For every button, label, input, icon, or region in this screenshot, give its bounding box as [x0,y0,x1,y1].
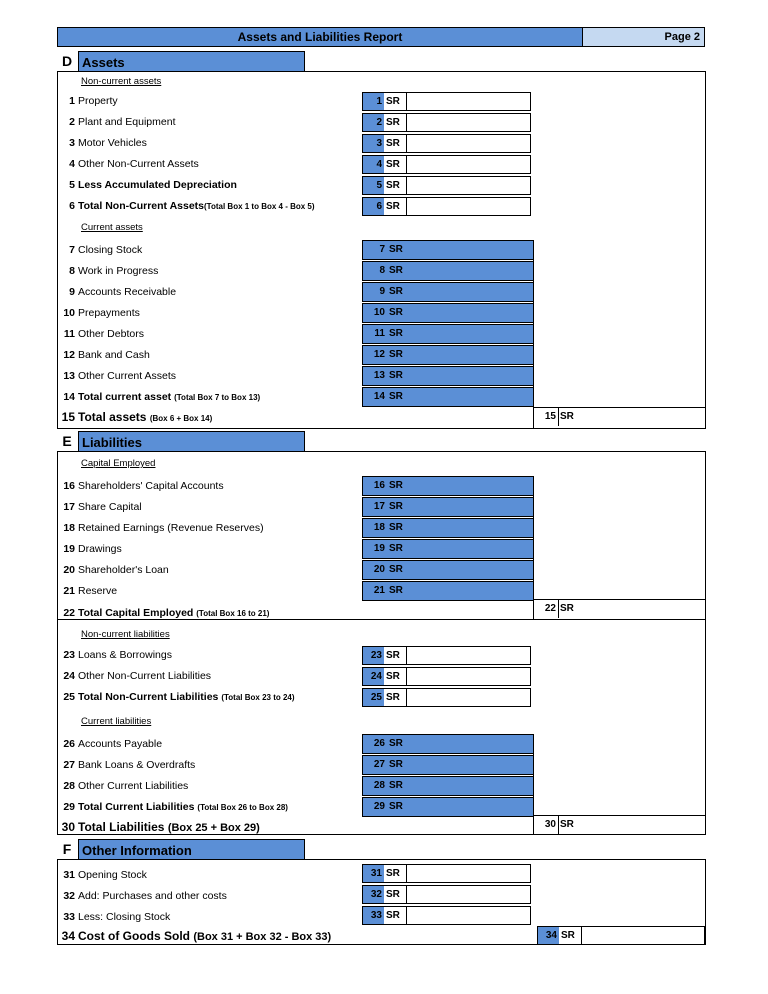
row-label: Work in Progress [78,265,159,277]
row-number: 6 [69,200,75,212]
section-letter: D [57,51,77,72]
input-box-6[interactable] [362,197,531,216]
currency-label: SR [389,244,403,255]
input-box-25[interactable] [362,688,531,707]
row-12 [57,349,150,361]
currency-label: SR [389,501,403,512]
box-code: 32 [363,886,384,903]
input-box-11[interactable] [362,324,534,344]
input-box-14[interactable] [362,387,534,407]
box-code: 22 [544,603,556,614]
row-number: 30 [61,820,75,834]
row-number: 19 [63,543,75,555]
row-label: Prepayments [78,307,140,319]
row-number: 26 [63,738,75,750]
row-note: (Total Box 23 to 24) [221,693,295,702]
row-number: 1 [69,95,75,107]
row-label: Cost of Goods Sold [78,929,190,943]
box-code: 3 [363,135,384,152]
row-20 [57,564,169,576]
row-18 [57,522,264,534]
input-box-29[interactable] [362,797,534,817]
row-number: 11 [63,328,75,340]
row-19 [57,543,122,555]
currency-label: SR [385,886,407,903]
input-box-7[interactable] [362,240,534,260]
row-label: Motor Vehicles [78,137,147,149]
section-d-header [57,51,305,72]
row-label: Other Non-Current Liabilities [78,670,212,682]
page-number: Page 2 [583,28,704,46]
row-label: Total Liabilities [78,820,165,834]
row-14 [57,391,260,403]
input-box-1[interactable] [362,92,531,111]
row-number: 2 [69,116,75,128]
currency-label: SR [385,114,407,131]
input-box-23[interactable] [362,646,531,665]
box-code: 25 [363,689,384,706]
box-code: 29 [373,801,385,812]
row-number: 10 [63,307,75,319]
currency-label: SR [389,543,403,554]
section-title: Other Information [78,839,305,860]
currency-label: SR [385,135,407,152]
row-25 [57,691,295,703]
row-label: Reserve [78,585,118,597]
row-29 [57,801,288,813]
row-number: 12 [63,349,75,361]
currency-label: SR [385,156,407,173]
currency-label: SR [560,927,582,944]
divider [57,619,706,620]
box-code: 10 [373,307,385,318]
row-label: Loans & Borrowings [78,649,172,661]
box-code: 18 [373,522,385,533]
box-code: 7 [379,244,385,255]
row-number: 18 [63,522,75,534]
currency-label: SR [389,780,403,791]
row-label: Share Capital [78,501,142,513]
input-box-33[interactable] [362,906,531,925]
currency-label: SR [385,689,407,706]
row-22 [57,607,269,619]
currency-label: SR [558,816,574,834]
box-code: 21 [373,585,385,596]
input-box-16[interactable] [362,476,534,496]
report-title: Assets and Liabilities Report [58,28,583,46]
box-code: 6 [363,198,384,215]
row-label: Other Non-Current Assets [78,158,199,170]
box-code: 12 [373,349,385,360]
currency-label: SR [389,349,403,360]
currency-label: SR [389,738,403,749]
row-28 [57,780,188,792]
box-code: 28 [373,780,385,791]
row-label: Total assets [78,410,147,424]
row-label: Total current asset [78,391,172,403]
row-number: 29 [63,801,75,813]
row-number: 5 [69,179,75,191]
subheading-current-assets: Current assets [81,222,143,233]
row-label: Other Current Assets [78,370,177,382]
row-3 [57,137,147,149]
row-8 [57,265,158,277]
row-note: (Total Box 16 to 21) [196,609,270,618]
currency-label: SR [558,600,574,618]
report-header [57,27,705,47]
row-number: 32 [63,890,75,902]
row-6 [57,200,315,212]
currency-label: SR [389,801,403,812]
row-label: Opening Stock [78,869,147,881]
input-box-13[interactable] [362,366,534,386]
subheading-noncurrent-assets: Non-current assets [81,76,162,87]
row-number: 7 [69,244,75,256]
input-box-26[interactable] [362,734,534,754]
row-15 [57,410,212,424]
input-box-19[interactable] [362,539,534,559]
row-label: Bank and Cash [78,349,150,361]
row-number: 4 [69,158,75,170]
box-code: 13 [373,370,385,381]
row-number: 28 [63,780,75,792]
input-box-18[interactable] [362,518,534,538]
row-16 [57,480,224,492]
row-label: Other Debtors [78,328,144,340]
row-27 [57,759,195,771]
row-11 [57,328,144,340]
section-e-header [57,431,305,452]
row-label: Total Current Liabilities [78,801,195,813]
row-1 [57,95,118,107]
row-5 [57,179,237,191]
row-note: (Box 6 + Box 14) [149,414,213,423]
row-label: Total Non-Current Liabilities [78,691,219,703]
section-f-header [57,839,305,860]
row-34 [57,929,331,943]
currency-label: SR [558,408,574,426]
row-label: Property [78,95,118,107]
box-code: 16 [373,480,385,491]
row-number: 24 [63,670,75,682]
row-number: 13 [63,370,75,382]
row-32 [57,890,227,902]
row-label: Closing Stock [78,244,143,256]
input-box-21[interactable] [362,581,534,601]
input-box-2[interactable] [362,113,531,132]
row-label: Accounts Receivable [78,286,177,298]
row-2 [57,116,175,128]
input-box-32[interactable] [362,885,531,904]
total-box-15[interactable] [534,407,705,426]
section-title: Liabilities [78,431,305,452]
input-box-4[interactable] [362,155,531,174]
input-box-3[interactable] [362,134,531,153]
row-note: (Total Box 26 to Box 28) [197,803,288,812]
row-number: 22 [63,607,75,619]
currency-label: SR [389,286,403,297]
row-26 [57,738,162,750]
currency-label: SR [385,177,407,194]
box-code: 23 [363,647,384,664]
row-label: Other Current Liabilities [78,780,189,792]
row-number: 31 [63,869,75,881]
row-number: 34 [61,929,75,943]
box-code: 11 [374,328,385,339]
row-label: Total Non-Current Assets [78,200,205,212]
row-label: Bank Loans & Overdrafts [78,759,196,771]
row-number: 20 [63,564,75,576]
input-box-27[interactable] [362,755,534,775]
currency-label: SR [385,93,407,110]
row-30 [57,820,260,834]
box-code: 15 [544,411,556,422]
box-code: 26 [373,738,385,749]
input-box-5[interactable] [362,176,531,195]
box-code: 4 [363,156,384,173]
row-number: 16 [63,480,75,492]
subheading-current-liabilities: Current liabilities [81,716,152,727]
row-label: Shareholder's Loan [78,564,169,576]
row-24 [57,670,211,682]
currency-label: SR [385,907,407,924]
currency-label: SR [389,522,403,533]
row-label: Plant and Equipment [78,116,176,128]
currency-label: SR [389,759,403,770]
currency-label: SR [385,647,407,664]
row-label: Add: Purchases and other costs [78,890,227,902]
row-label: Less Accumulated Depreciation [78,179,237,191]
row-number: 23 [63,649,75,661]
section-letter: E [57,431,77,452]
row-13 [57,370,176,382]
row-9 [57,286,176,298]
box-code: 30 [544,819,556,830]
box-code: 34 [538,927,559,944]
section-title: Assets [78,51,305,72]
row-label: Retained Earnings (Revenue Reserves) [78,522,264,534]
row-33 [57,911,170,923]
row-number: 3 [69,137,75,149]
currency-label: SR [389,328,403,339]
input-box-8[interactable] [362,261,534,281]
row-23 [57,649,172,661]
box-code: 31 [363,865,384,882]
box-code: 33 [363,907,384,924]
row-label: Less: Closing Stock [78,911,171,923]
section-letter: F [57,839,77,860]
box-code: 8 [379,265,385,276]
row-note: (Box 25 + Box 29) [167,822,260,834]
row-number: 27 [63,759,75,771]
currency-label: SR [389,370,403,381]
row-number: 25 [63,691,75,703]
box-code: 2 [363,114,384,131]
currency-label: SR [389,585,403,596]
row-note: (Total Box 1 to Box 4 - Box 5) [204,202,315,211]
row-number: 9 [69,286,75,298]
row-number: 21 [63,585,75,597]
column-divider [533,240,534,429]
row-7 [57,244,142,256]
input-box-9[interactable] [362,282,534,302]
row-number: 8 [69,265,75,277]
row-number: 33 [63,911,75,923]
currency-label: SR [389,265,403,276]
row-17 [57,501,142,513]
row-31 [57,869,147,881]
currency-label: SR [389,307,403,318]
currency-label: SR [385,865,407,882]
input-box-10[interactable] [362,303,534,323]
input-box-31[interactable] [362,864,531,883]
currency-label: SR [389,391,403,402]
input-box-20[interactable] [362,560,534,580]
box-code: 9 [379,286,385,297]
row-note: (Total Box 7 to Box 13) [174,393,261,402]
row-number: 14 [63,391,75,403]
row-label: Total Capital Employed [78,607,194,619]
total-box-30[interactable] [534,815,705,834]
row-label: Accounts Payable [78,738,163,750]
row-10 [57,307,140,319]
input-box-28[interactable] [362,776,534,796]
box-code: 19 [373,543,385,554]
row-4 [57,158,199,170]
box-code: 5 [363,177,384,194]
row-21 [57,585,117,597]
row-label: Drawings [78,543,122,555]
row-number: 17 [63,501,75,513]
box-code: 27 [373,759,385,770]
currency-label: SR [385,668,407,685]
input-box-12[interactable] [362,345,534,365]
box-code: 24 [363,668,384,685]
currency-label: SR [389,480,403,491]
box-code: 20 [373,564,385,575]
currency-label: SR [385,198,407,215]
currency-label: SR [389,564,403,575]
box-code: 14 [373,391,385,402]
input-box-24[interactable] [362,667,531,686]
total-box-22[interactable] [534,599,705,618]
total-box-34[interactable] [537,926,705,945]
box-code: 17 [373,501,385,512]
row-label: Shareholders' Capital Accounts [78,480,224,492]
input-box-17[interactable] [362,497,534,517]
subheading-noncurrent-liabilities: Non-current liabilities [81,629,170,640]
row-number: 15 [61,410,75,424]
subheading-capital-employed: Capital Employed [81,458,156,469]
box-code: 1 [363,93,384,110]
row-note: (Box 31 + Box 32 - Box 33) [193,931,332,943]
